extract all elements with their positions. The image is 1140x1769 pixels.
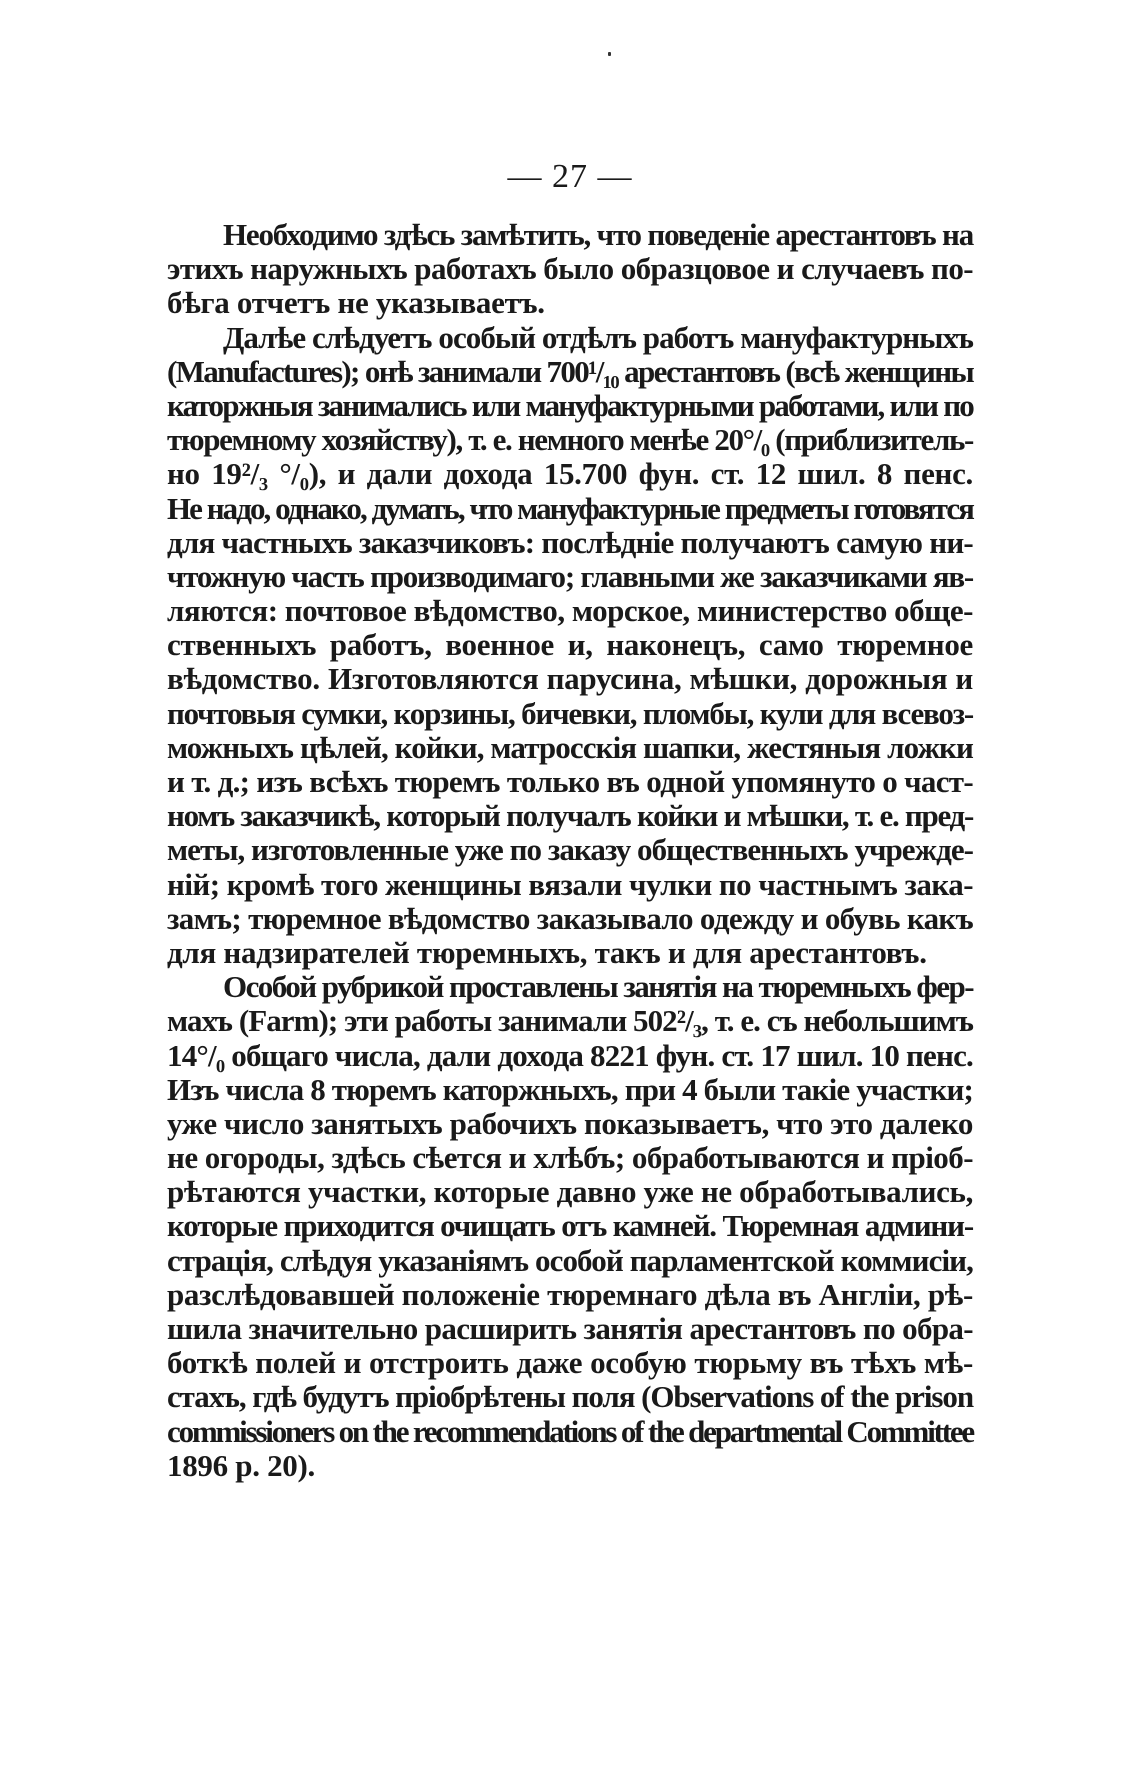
text-line: меты, изготовленные уже по заказу общественныхъ учрежде- xyxy=(167,832,973,868)
text-line: уже число занятыхъ рабочихъ показываетъ, что это далеко xyxy=(167,1105,973,1141)
paragraph-2 xyxy=(167,321,973,971)
text-line: для частныхъ заказчиковъ: послѣдніе получаютъ самую ни- xyxy=(167,524,973,560)
text-line: рѣтаются участки, которые давно уже не обработывались, xyxy=(167,1174,973,1210)
text-line: замъ; тюремное вѣдомство заказывало одежду и обувь какъ xyxy=(167,900,973,936)
text-line: и т. д.; изъ всѣхъ тюремъ только въ одной упомянуто о част- xyxy=(167,764,973,799)
text-line: ляются: почтовое вѣдомство, морское, министерство обще- xyxy=(167,593,973,629)
text-line: тюремному хозяйству), т. е. немного менѣе 20°/₀ (приблизитель- xyxy=(167,422,973,458)
text-line: страція, слѣдуя указаніямъ особой парламентской коммисіи, xyxy=(167,1242,973,1278)
text-line: махъ (Farm); эти работы занимали 502²/₃, т. е. съ небольшимъ xyxy=(167,1003,973,1039)
text-line: для надзирателей тюремныхъ, такъ и для арестантовъ. xyxy=(167,934,927,970)
body-text xyxy=(167,218,973,1483)
text-line: разслѣдовавшей положеніе тюремнаго дѣла въ Англіи, рѣ- xyxy=(167,1276,973,1312)
text-line: стахъ, гдѣ будутъ пріобрѣтены поля (Observations of the prison xyxy=(167,1379,973,1415)
text-line: которые приходится очищать отъ камней. Тюремная админи- xyxy=(167,1208,973,1244)
text-line: номъ заказчикѣ, который получалъ койки и мѣшки, т. е. пред- xyxy=(167,798,973,834)
text-line: Изъ числа 8 тюремъ каторжныхъ, при 4 были такіе участки; xyxy=(167,1071,973,1107)
text-line: боткѣ полей и отстроить даже особую тюрьму въ тѣхъ мѣ- xyxy=(167,1345,973,1381)
text-line: Особой рубрикой проставлены занятія на тюремныхъ фер- xyxy=(223,969,973,1005)
text-line: 14°/₀ общаго числа, дали дохода 8221 фун. ст. 17 шил. 10 пенс. xyxy=(167,1037,973,1073)
text-line: Необходимо здѣсь замѣтить, что поведеніе арестантовъ на xyxy=(223,217,973,252)
text-line: не огороды, здѣсь сѣется и хлѣбъ; обработываются и пріоб- xyxy=(167,1140,973,1176)
text-line: Далѣе слѣдуетъ особый отдѣлъ работъ мануфактурныхъ xyxy=(223,319,973,355)
text-line: вѣдомство. Изготовляются парусина, мѣшки, дорожныя и xyxy=(167,661,973,697)
text-line: чтожную часть производимаго; главными же заказчиками яв- xyxy=(167,558,973,594)
text-line: 1896 p. 20). xyxy=(167,1447,315,1483)
text-line: но 19²/₃ °/₀), и дали дохода 15.700 фун. ст. 12 шил. 8 пенс. xyxy=(167,456,973,492)
text-line: шила значительно расширить занятія арестантовъ по обра- xyxy=(167,1311,973,1346)
text-line: каторжныя занимались или мануфактурными работами, или по xyxy=(167,387,973,423)
paragraph-1 xyxy=(167,218,973,321)
paragraph-3 xyxy=(167,970,973,1483)
text-line: можныхъ цѣлей, койки, матросскія шапки, жестяныя ложки xyxy=(167,729,973,765)
text-line: этихъ наружныхъ работахъ было образцовое и случаевъ по- xyxy=(167,251,973,287)
text-line: ственныхъ работъ, военное и, наконецъ, само тюремное xyxy=(167,627,973,663)
text-line: почтовыя сумки, корзины, бичевки, пломбы, кули для всевоз- xyxy=(167,695,973,731)
text-line: (Manufactures); онѣ занимали 700¹/₁₀ арестантовъ (всѣ женщины xyxy=(167,353,973,389)
text-line: бѣга отчетъ не указываетъ. xyxy=(167,285,545,321)
print-speck xyxy=(608,52,611,56)
text-line: Не надо, однако, думать, что мануфактурные предметы готовятся xyxy=(167,490,973,526)
page-number: — 27 — xyxy=(507,158,633,195)
text-line: ній; кромѣ того женщины вязали чулки по частнымъ зака- xyxy=(167,866,973,902)
text-line: commissioners on the recommendations of the departmental Committee xyxy=(167,1413,973,1449)
